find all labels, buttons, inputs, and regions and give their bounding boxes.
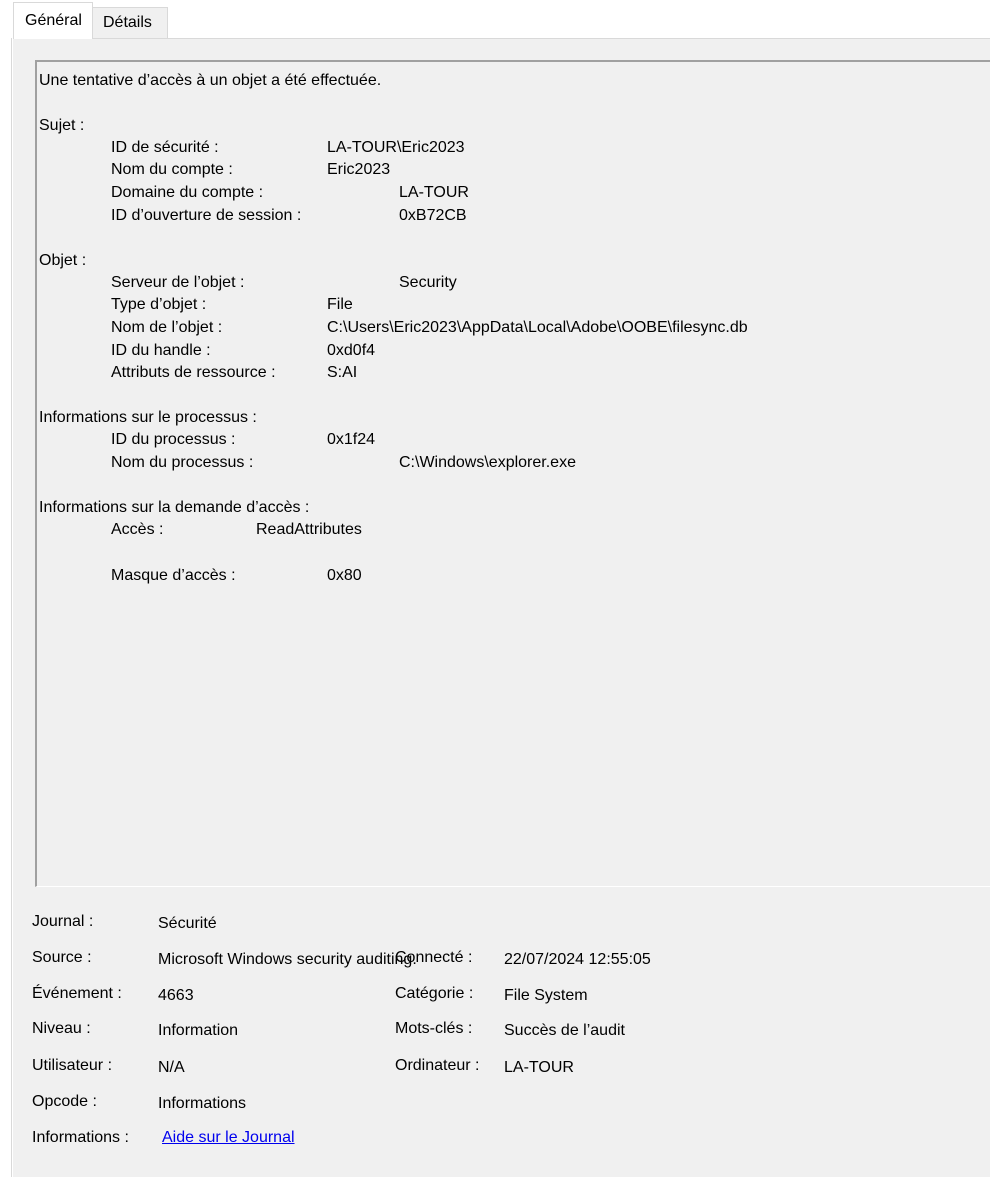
object-server-value: Security <box>399 274 457 291</box>
object-type-label: Type d’objet : <box>111 296 207 313</box>
object-name-label: Nom de l’objet : <box>111 319 223 336</box>
process-id-label: ID du processus : <box>111 431 236 448</box>
computer-label: Ordinateur : <box>395 1057 480 1074</box>
keywords-value: Succès de l’audit <box>504 1022 625 1039</box>
object-name-value: C:\Users\Eric2023\AppData\Local\Adobe\OOBE\filesync.db <box>327 319 748 336</box>
tab-details[interactable] <box>92 7 168 38</box>
opcode-value: Informations <box>158 1095 247 1112</box>
tab-details-label: Détails <box>103 14 152 31</box>
source-label: Source : <box>32 949 92 966</box>
panel-left-border <box>11 38 12 1177</box>
task-category-label: Catégorie : <box>395 985 474 1002</box>
object-server-label: Serveur de l’objet : <box>111 274 245 291</box>
subject-heading: Sujet : <box>39 117 85 134</box>
level-value: Information <box>158 1022 239 1039</box>
event-id-label: Événement : <box>32 985 122 1002</box>
task-category-value: File System <box>504 987 588 1004</box>
opcode-label: Opcode : <box>32 1093 97 1110</box>
tab-general-label: Général <box>25 12 82 29</box>
level-label: Niveau : <box>32 1020 91 1037</box>
access-mask-label: Masque d’accès : <box>111 567 236 584</box>
source-value-field <box>158 948 417 972</box>
resource-attributes-value: S:AI <box>327 364 358 381</box>
process-name-value: C:\Windows\explorer.exe <box>399 454 576 471</box>
object-type-value: File <box>327 296 353 313</box>
logged-label: Connecté : <box>395 949 473 966</box>
handle-id-value: 0xd0f4 <box>327 342 376 359</box>
access-request-heading: Informations sur la demande d’accès : <box>39 499 310 516</box>
event-id-value: 4663 <box>158 987 194 1004</box>
account-name-label: Nom du compte : <box>111 161 233 178</box>
description-intro: Une tentative d’accès à un objet a été effectuée. <box>39 72 382 89</box>
security-id-value: LA-TOUR\Eric2023 <box>327 139 465 156</box>
account-domain-value: LA-TOUR <box>399 184 469 201</box>
computer-value: LA-TOUR <box>504 1059 574 1076</box>
tab-general[interactable] <box>13 2 93 39</box>
user-value: N/A <box>158 1059 185 1076</box>
access-mask-value: 0x80 <box>327 567 362 584</box>
object-heading: Objet : <box>39 252 87 269</box>
event-description-box[interactable] <box>35 60 990 887</box>
process-name-label: Nom du processus : <box>111 454 254 471</box>
logged-value: 22/07/2024 12:55:05 <box>504 951 651 968</box>
process-heading: Informations sur le processus : <box>39 409 257 426</box>
account-domain-label: Domaine du compte : <box>111 184 264 201</box>
event-log-help-link[interactable]: Aide sur le Journal <box>162 1129 295 1146</box>
accesses-label: Accès : <box>111 521 164 538</box>
resource-attributes-label: Attributs de ressource : <box>111 364 276 381</box>
account-name-value: Eric2023 <box>327 161 391 178</box>
handle-id-label: ID du handle : <box>111 342 211 359</box>
logon-id-value: 0xB72CB <box>399 207 467 224</box>
accesses-value: ReadAttributes <box>256 521 362 538</box>
source-value: Microsoft Windows security auditing. <box>158 951 417 968</box>
log-name-label: Journal : <box>32 913 94 930</box>
logon-id-label: ID d’ouverture de session : <box>111 207 302 224</box>
process-id-value: 0x1f24 <box>327 431 376 448</box>
log-name-value: Sécurité <box>158 915 217 932</box>
more-info-label: Informations : <box>32 1129 129 1146</box>
keywords-label: Mots-clés : <box>395 1020 473 1037</box>
user-label: Utilisateur : <box>32 1057 113 1074</box>
security-id-label: ID de sécurité : <box>111 139 219 156</box>
